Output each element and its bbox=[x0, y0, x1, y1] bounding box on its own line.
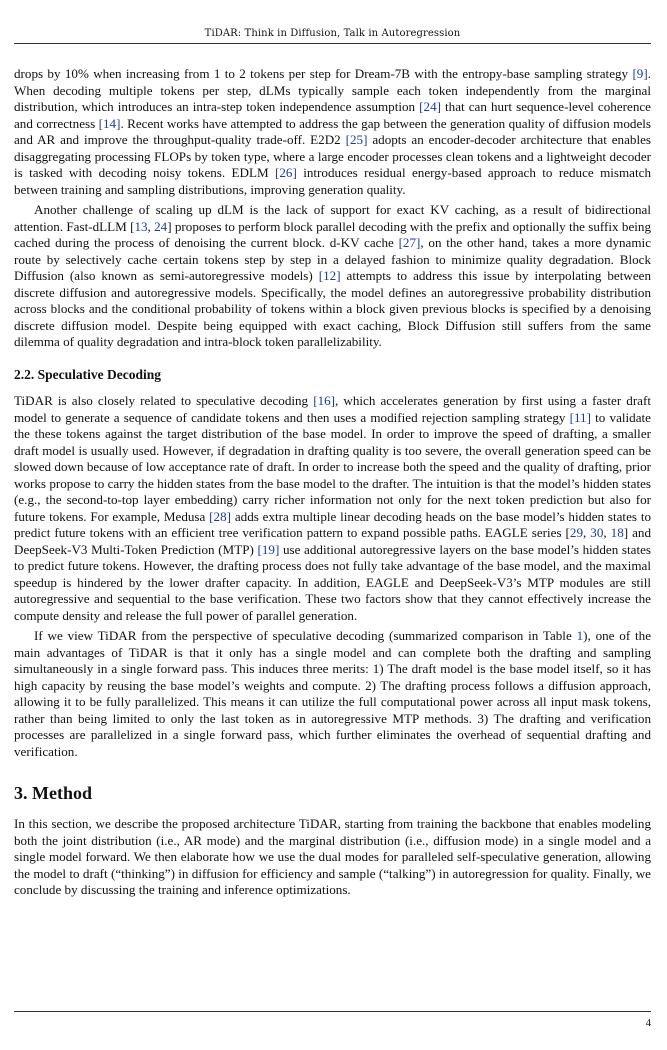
paragraph-text: that can hurt sequence-level coherence and correctness bbox=[14, 99, 651, 131]
paragraph-text: attempts to address this issue by interpolating between discrete diffusion and autoregressive models. Specifically, the model defines an autoregressive probability distribution across blocks and the conditional probability of tokens within a block given previous blocks is specified by a denoising discrete diffusion model. Despite being equipped with exact caching, Block Diffusion still suffers from the same dilemma of quality degradation and intra-block token parallelizability. bbox=[14, 268, 651, 349]
paragraph-text: introduces residual energy-based approach to reduce mismatch between training and sampling distributions, improving generation quality. bbox=[14, 165, 651, 197]
running-header: TiDAR: Think in Diffusion, Talk in Autoregression bbox=[204, 28, 461, 39]
subsection-heading-speculative-decoding: 2.2. Speculative Decoding bbox=[14, 366, 161, 382]
citation-link[interactable]: [26] bbox=[275, 165, 297, 180]
page-number: 4 bbox=[645, 1018, 651, 1029]
citation-link[interactable]: 24 bbox=[154, 218, 168, 234]
citation-link[interactable]: [16] bbox=[313, 393, 336, 408]
paragraph-text: adds extra multiple linear decoding heads on the base model’s hidden states to predict future tokens with an efficient tree verification pattern to expand possible paths. EAGLE series [ bbox=[14, 508, 651, 540]
paragraph-text: to validate the these tokens against the target distribution of the base model. In order to improve the speed of drafting, a smaller draft model is usually used. However, if degradation in drafting quality is too severe, the overall generation speed can be slowed down because of low acceptance rate of draft. In order to increase both the speed and the quality of drafting, prior works propose to carry the hidden states from the base model to the drafter. The intuition is that the model’s hidden states (e.g., the second-to-top layer embedding) carry richer information not only for the next token prediction but also for future tokens. For example, Medusa bbox=[14, 409, 651, 524]
citation-link[interactable]: [24] bbox=[419, 99, 441, 114]
paragraph-text: , bbox=[583, 525, 591, 540]
citation-link[interactable]: [12] bbox=[318, 268, 341, 283]
paragraph-text: . When decoding multiple tokens per step, dLMs typically sample each token independently from the marginal distribution, which introduces an intra-step token independence assumption bbox=[14, 66, 651, 114]
paragraph-speculative-decoding bbox=[14, 393, 651, 624]
citation-link[interactable]: [28] bbox=[209, 508, 231, 524]
paragraph-method-intro bbox=[14, 816, 651, 899]
citation-link[interactable]: 13 bbox=[134, 218, 148, 234]
citation-link[interactable]: [25] bbox=[345, 132, 368, 147]
paragraph-dlm-limitations bbox=[14, 66, 651, 198]
citation-link[interactable]: [27] bbox=[398, 235, 421, 250]
citation-link[interactable]: [11] bbox=[569, 409, 591, 425]
header-rule bbox=[14, 43, 651, 44]
paragraph-text: drops by 10% when increasing from 1 to 2 tokens per step for Dream-7B with the entropy-base sampling strategy bbox=[14, 66, 633, 81]
paragraph-text: , bbox=[603, 525, 611, 540]
citation-link[interactable]: [14] bbox=[98, 115, 121, 131]
paragraph-text: Another challenge of scaling up dLM is the lack of support for exact KV caching, as a result of bidirectional attention. Fast-dLLM [ bbox=[14, 202, 651, 234]
paragraph-text: ] proposes to perform block parallel decoding with the prefix and optionally the suffix being cached during the process of denoising the current block. d-KV cache bbox=[14, 218, 651, 250]
body-content bbox=[14, 66, 651, 899]
footer-rule bbox=[14, 1011, 651, 1012]
paragraph-text: , on the other hand, takes a more dynamic route by selectively cache certain tokens step by step in a delayed fashion to minimize quality degradation. Block Diffusion (also known as semi-autoregressive models) bbox=[14, 235, 651, 283]
paragraph-tidar-advantages bbox=[14, 628, 651, 760]
paragraph-text: , which accelerates generation by first using a faster draft model to generate a sequence of candidate tokens and then uses a modified rejection sampling strategy bbox=[14, 393, 651, 425]
section-heading-method: 3. Method bbox=[14, 783, 92, 803]
paragraph-text: use additional autoregressive layers on the base model’s hidden states to predict future tokens. However, the drafting process does not fully take advantage of the base model, and the maximal speedup is hindered by the lower drafter capacity. In addition, EAGLE and DeepSeek-V3’s MTP modules are still autoregressive and sequential to the base verification. These two factors show that they cannot effectively increase the compute density and release the full power of parallel generation. bbox=[14, 541, 651, 623]
citation-link[interactable]: [19] bbox=[257, 541, 280, 557]
paragraph-text: TiDAR is also closely related to speculative decoding bbox=[14, 393, 314, 408]
paragraph-text: , bbox=[147, 218, 155, 234]
paragraph-text: In this section, we describe the proposed architecture TiDAR, starting from training the backbone that enables modeling both the joint distribution (i.e., AR mode) and the marginal distribution (i.e., diffusion mode) in a single model and a single model forward. We then elaborate how we use the dual modes for paralleled self-speculative generation, allowing the model to draft (“thinking”) in diffusion for efficiency and sample (“talking”) in autoregression for quality. Finally, we conclude by discussing the training and inference optimizations. bbox=[14, 816, 651, 897]
citation-link[interactable]: 1 bbox=[576, 628, 584, 643]
paragraph-text: ), one of the main advantages of TiDAR is that it only has a single model and can complete both the drafting and sampling simultaneously in a single forward pass. This induces three merits: 1) The draft model is the base model itself, so it has high capacity by reusing the base model’s weights and compute. 2) The drafting process follows a diffusion approach, allowing it to be fully parallelized. This means it can utilize the full computational power across all input mask tokens, rather than being limited to only the last token as in autoregressive MTP methods. 3) The drafting and verification processes are parallelized in a single forward pass, which further eliminates the overhead of sequential drafting and verification. bbox=[14, 628, 652, 759]
paragraph-text: . Recent works have attempted to address the gap between the generation quality of diffusion models and AR and improve the throughput-quality trade-off. E2D2 bbox=[14, 115, 651, 147]
citation-link[interactable]: 18 bbox=[610, 525, 624, 540]
paragraph-text: If we view TiDAR from the perspective of speculative decoding (summarized comparison in Table bbox=[34, 628, 577, 643]
paragraph-text: adopts an encoder-decoder architecture that enables disaggregating processing FLOPs by token type, where a large encoder processes clean tokens and a lightweight decoder is tasked with decoding noisy tokens. EDLM bbox=[14, 132, 651, 180]
citation-link[interactable]: 30 bbox=[590, 525, 604, 540]
paragraph-text: ] and DeepSeek-V3 Multi-Token Prediction (MTP) bbox=[14, 525, 651, 557]
citation-link[interactable]: 29 bbox=[569, 525, 584, 540]
paper-page bbox=[14, 0, 651, 1050]
citation-link[interactable]: [9] bbox=[632, 66, 648, 81]
paragraph-kv-caching bbox=[14, 202, 651, 351]
